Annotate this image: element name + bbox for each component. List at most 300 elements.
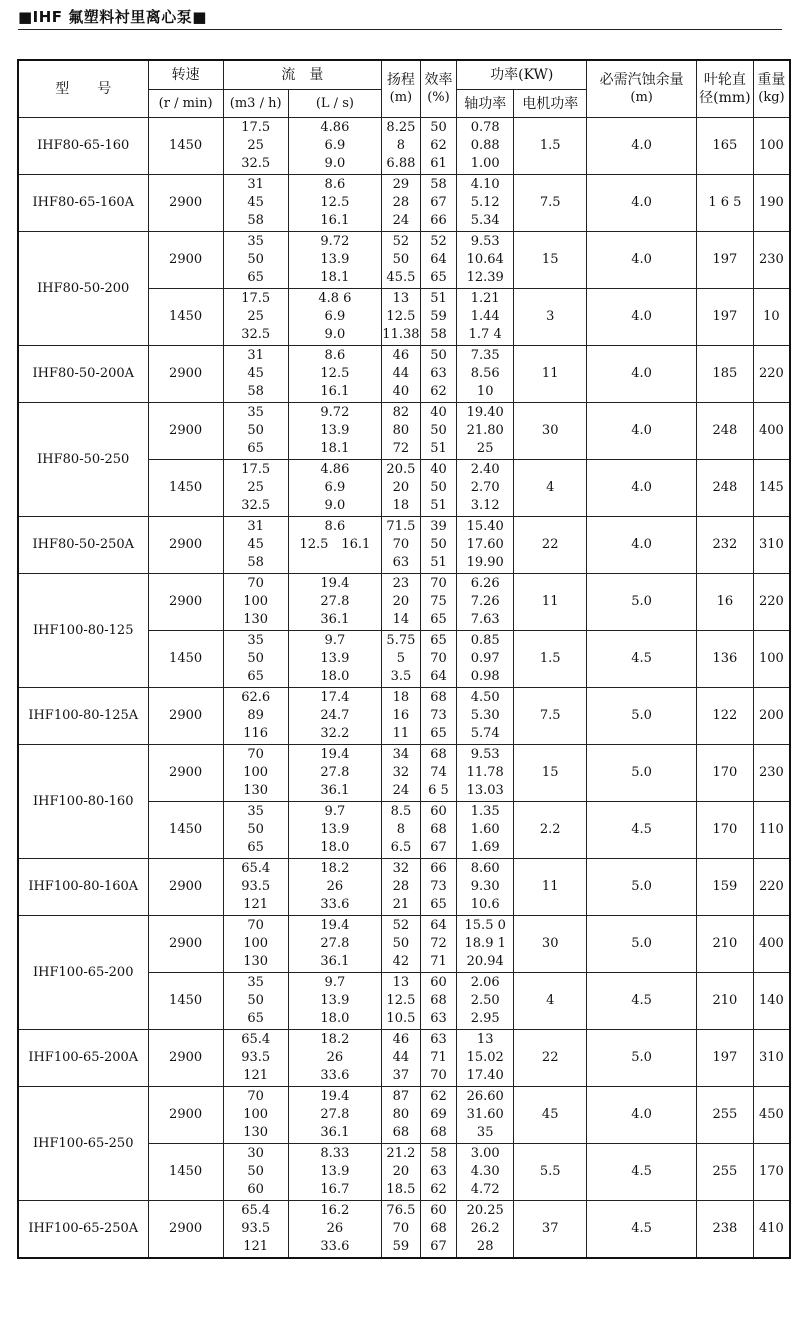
flow-m3-cell-line: 17.5 <box>241 120 271 135</box>
efficiency-cell-line: 66 <box>430 861 447 876</box>
flow-m3-cell <box>223 745 288 802</box>
efficiency-cell-line: 59 <box>430 309 447 324</box>
flow-ls-cell-line: 8.6 <box>324 519 346 534</box>
weight-cell: 145 <box>753 460 790 517</box>
weight-cell: 140 <box>753 973 790 1030</box>
shaft-power-cell-line: 9.53 <box>470 234 500 249</box>
shaft-power-cell <box>457 460 514 517</box>
flow-m3-cell-line: 35 <box>247 633 264 648</box>
head-cell-line: 37 <box>392 1068 410 1083</box>
flow-m3-cell-line: 25 <box>247 480 264 495</box>
weight-cell: 400 <box>753 916 790 973</box>
flow-m3-cell-line: 62.6 <box>241 690 271 705</box>
flow-m3-cell <box>223 802 288 859</box>
shaft-power-cell <box>457 1201 514 1259</box>
efficiency-cell-line: 62 <box>430 1182 447 1197</box>
motor-power-cell: 30 <box>514 916 587 973</box>
speed-cell: 2900 <box>148 346 223 403</box>
head-cell-line: 46 <box>392 348 410 363</box>
header-power: 功率(KW) <box>457 60 587 90</box>
efficiency-cell-line: 65 <box>430 612 447 627</box>
efficiency-cell <box>420 517 457 574</box>
head-cell-line: 80 <box>392 423 410 438</box>
head-cell-line: 3.5 <box>390 669 412 684</box>
flow-m3-cell-line: 100 <box>243 594 269 609</box>
head-cell-line: 10.5 <box>386 1011 416 1026</box>
flow-ls-cell-line: 9.72 <box>320 234 350 249</box>
head-cell-line: 87 <box>392 1089 410 1104</box>
shaft-power-cell-line: 15.02 <box>466 1050 504 1065</box>
flow-m3-cell-line: 65 <box>247 441 264 456</box>
speed-cell: 2900 <box>148 517 223 574</box>
head-cell-line: 20 <box>392 1164 410 1179</box>
motor-power-cell: 15 <box>514 232 587 289</box>
flow-m3-cell-line: 70 <box>247 576 264 591</box>
table-row <box>18 403 790 460</box>
weight-cell: 400 <box>753 403 790 460</box>
head-cell <box>382 631 421 688</box>
flow-m3-cell-line: 32.5 <box>241 327 271 342</box>
efficiency-cell <box>420 574 457 631</box>
flow-ls-cell-line: 36.1 <box>320 783 350 798</box>
flow-m3-cell-line: 100 <box>243 936 269 951</box>
flow-m3-cell-line: 116 <box>243 726 269 741</box>
efficiency-cell-line: 67 <box>430 840 447 855</box>
shaft-power-cell <box>457 631 514 688</box>
efficiency-cell-line: 64 <box>430 252 447 267</box>
model-name: IHF80-50-200 <box>18 232 148 346</box>
head-cell <box>382 289 421 346</box>
efficiency-cell-line: 75 <box>430 594 447 609</box>
shaft-power-cell-line: 12.39 <box>466 270 504 285</box>
efficiency-cell <box>420 289 457 346</box>
efficiency-cell-line: 68 <box>430 822 447 837</box>
table-row <box>18 1030 790 1087</box>
flow-m3-cell-line: 65 <box>247 840 264 855</box>
speed-cell: 2900 <box>148 1201 223 1259</box>
header-flow-ls: (L / s) <box>288 90 381 118</box>
flow-m3-cell <box>223 403 288 460</box>
efficiency-cell <box>420 460 457 517</box>
flow-ls-cell-line: 8.6 <box>324 177 346 192</box>
flow-ls-cell-line: 9.7 <box>324 975 346 990</box>
head-cell-line: 52 <box>392 918 410 933</box>
npsh-cell: 5.0 <box>587 688 697 745</box>
flow-ls-cell-line: 18.2 <box>320 1032 350 1047</box>
table-row <box>18 859 790 916</box>
head-cell <box>382 973 421 1030</box>
head-cell <box>382 517 421 574</box>
header-speed-unit: (r / min) <box>148 90 223 118</box>
speed-cell: 2900 <box>148 1030 223 1087</box>
flow-ls-cell <box>288 1030 381 1087</box>
shaft-power-cell <box>457 517 514 574</box>
weight-cell: 100 <box>753 118 790 175</box>
head-cell-line: 32 <box>392 861 410 876</box>
head-cell-line: 5 <box>396 651 406 666</box>
efficiency-cell-line: 51 <box>430 498 447 513</box>
efficiency-cell <box>420 745 457 802</box>
shaft-power-cell-line: 10 <box>476 384 494 399</box>
shaft-power-cell-line: 2.06 <box>470 975 500 990</box>
header-shaft-power: 轴功率 <box>457 90 514 118</box>
flow-m3-cell-line: 121 <box>243 897 269 912</box>
impeller-cell: 16 <box>696 574 753 631</box>
flow-ls-cell <box>288 859 381 916</box>
page-title: ■IHF 氟塑料衬里离心泵■ <box>18 8 207 26</box>
table-row <box>18 1087 790 1144</box>
npsh-cell: 4.0 <box>587 460 697 517</box>
flow-ls-cell <box>288 346 381 403</box>
shaft-power-cell-line: 26.2 <box>470 1221 500 1236</box>
flow-ls-cell-line: 18.0 <box>320 669 350 684</box>
efficiency-cell-line: 63 <box>430 366 447 381</box>
model-name: IHF80-50-200A <box>18 346 148 403</box>
shaft-power-cell <box>457 403 514 460</box>
flow-m3-cell <box>223 859 288 916</box>
shaft-power-cell-line: 11.78 <box>466 765 504 780</box>
npsh-cell: 4.0 <box>587 118 697 175</box>
flow-ls-cell-line: 4.86 <box>320 462 350 477</box>
flow-ls-cell-line: 9.0 <box>324 156 346 171</box>
head-cell <box>382 175 421 232</box>
flow-ls-cell-line: 8.6 <box>324 348 346 363</box>
flow-m3-cell-line: 35 <box>247 975 264 990</box>
table-row <box>18 745 790 802</box>
weight-cell: 100 <box>753 631 790 688</box>
head-cell-line: 6.5 <box>390 840 412 855</box>
flow-ls-cell-line: 12.5 <box>320 366 350 381</box>
efficiency-cell-line: 62 <box>430 384 447 399</box>
motor-power-cell: 3 <box>514 289 587 346</box>
weight-cell: 220 <box>753 346 790 403</box>
flow-m3-cell-line: 65.4 <box>241 1032 271 1047</box>
table-row <box>18 916 790 973</box>
efficiency-cell <box>420 916 457 973</box>
flow-ls-cell-line: 9.0 <box>324 498 346 513</box>
header-impeller: 叶轮直 径(mm) <box>696 60 753 118</box>
head-cell-line: 59 <box>392 1239 410 1254</box>
header-speed: 转速 <box>148 60 223 90</box>
flow-m3-cell-line: 50 <box>247 993 264 1008</box>
efficiency-cell-line: 50 <box>430 480 447 495</box>
efficiency-cell-line: 60 <box>430 804 447 819</box>
flow-ls-cell-line <box>289 554 381 572</box>
efficiency-cell-line: 50 <box>430 423 447 438</box>
head-cell <box>382 745 421 802</box>
shaft-power-cell <box>457 859 514 916</box>
shaft-power-cell <box>457 1144 514 1201</box>
flow-ls-cell-line: 13.9 <box>320 651 350 666</box>
head-cell <box>382 859 421 916</box>
flow-ls-cell-line: 6.9 <box>324 138 346 153</box>
flow-ls-cell-line: 18.0 <box>320 840 350 855</box>
shaft-power-cell-line: 19.90 <box>466 555 504 570</box>
speed-cell: 1450 <box>148 1144 223 1201</box>
npsh-cell: 5.0 <box>587 745 697 802</box>
header-head: 扬程 (m) <box>382 60 421 118</box>
shaft-power-cell <box>457 175 514 232</box>
efficiency-cell-line: 68 <box>430 1125 447 1140</box>
head-cell-line: 52 <box>392 234 410 249</box>
head-cell-line: 13 <box>392 975 410 990</box>
table-body <box>18 118 790 1259</box>
head-cell-line: 46 <box>392 1032 410 1047</box>
flow-m3-cell-line: 35 <box>247 405 264 420</box>
header-efficiency: 效率 (%) <box>420 60 457 118</box>
head-cell <box>382 232 421 289</box>
head-cell-line: 14 <box>392 612 410 627</box>
flow-ls-cell-line: 36.1 <box>320 612 350 627</box>
efficiency-cell-line: 58 <box>430 327 447 342</box>
head-cell-line: 82 <box>392 405 410 420</box>
weight-cell: 310 <box>753 517 790 574</box>
head-cell <box>382 1201 421 1259</box>
shaft-power-cell-line: 17.40 <box>466 1068 504 1083</box>
impeller-cell: 170 <box>696 802 753 859</box>
shaft-power-cell-line: 1.44 <box>470 309 500 324</box>
flow-m3-cell-line: 50 <box>247 423 264 438</box>
flow-m3-cell <box>223 574 288 631</box>
efficiency-cell-line: 71 <box>430 954 447 969</box>
shaft-power-cell-line: 4.30 <box>470 1164 500 1179</box>
flow-m3-cell <box>223 460 288 517</box>
speed-cell: 2900 <box>148 574 223 631</box>
efficiency-cell-line: 73 <box>430 879 447 894</box>
flow-m3-cell-line: 65.4 <box>241 1203 271 1218</box>
shaft-power-cell <box>457 688 514 745</box>
flow-m3-cell-line: 17.5 <box>241 462 271 477</box>
shaft-power-cell-line: 7.35 <box>470 348 500 363</box>
head-cell-line: 18.5 <box>386 1182 416 1197</box>
flow-ls-cell-line: 19.4 <box>320 1089 350 1104</box>
flow-ls-cell-line: 9.7 <box>324 633 346 648</box>
table-row <box>18 688 790 745</box>
head-cell-line: 23 <box>392 576 410 591</box>
head-cell-line: 76.5 <box>386 1203 416 1218</box>
npsh-cell: 4.0 <box>587 346 697 403</box>
shaft-power-cell-line: 2.70 <box>470 480 500 495</box>
shaft-power-cell-line: 3.00 <box>470 1146 500 1161</box>
npsh-cell: 4.0 <box>587 289 697 346</box>
shaft-power-cell-line: 6.26 <box>470 576 500 591</box>
head-cell-line: 44 <box>392 366 410 381</box>
model-name: IHF80-65-160 <box>18 118 148 175</box>
efficiency-cell-line: 66 <box>430 213 447 228</box>
efficiency-cell <box>420 175 457 232</box>
flow-m3-cell-line: 32.5 <box>241 498 271 513</box>
flow-ls-cell <box>288 517 381 574</box>
head-cell-line: 50 <box>392 252 410 267</box>
shaft-power-cell-line: 8.56 <box>470 366 500 381</box>
model-name: IHF80-50-250A <box>18 517 148 574</box>
flow-ls-cell-line: 16.2 <box>320 1203 350 1218</box>
npsh-cell: 4.0 <box>587 232 697 289</box>
shaft-power-cell-line: 10.6 <box>470 897 500 912</box>
efficiency-cell-line: 68 <box>430 993 447 1008</box>
head-cell <box>382 916 421 973</box>
table-header <box>18 60 790 118</box>
flow-m3-cell-line: 50 <box>247 1164 264 1179</box>
head-cell-line: 5.75 <box>386 633 416 648</box>
flow-m3-cell-line: 35 <box>247 804 264 819</box>
flow-ls-cell <box>288 802 381 859</box>
model-name: IHF100-65-200A <box>18 1030 148 1087</box>
table-row <box>18 175 790 232</box>
model-name: IHF100-80-160A <box>18 859 148 916</box>
motor-power-cell: 7.5 <box>514 175 587 232</box>
shaft-power-cell-line: 1.00 <box>470 156 500 171</box>
efficiency-cell <box>420 403 457 460</box>
flow-ls-cell-line: 13.9 <box>320 423 350 438</box>
flow-ls-cell <box>288 175 381 232</box>
flow-ls-cell-line: 16.1 <box>320 213 350 228</box>
flow-ls-cell <box>288 1201 381 1259</box>
head-cell-line: 72 <box>392 441 410 456</box>
efficiency-cell <box>420 1144 457 1201</box>
flow-m3-cell-line: 32.5 <box>241 156 271 171</box>
head-cell-line: 21.2 <box>386 1146 416 1161</box>
shaft-power-cell-line: 2.40 <box>470 462 500 477</box>
motor-power-cell: 22 <box>514 1030 587 1087</box>
flow-m3-cell <box>223 118 288 175</box>
flow-m3-cell <box>223 688 288 745</box>
motor-power-cell: 1.5 <box>514 631 587 688</box>
head-cell-line: 24 <box>392 783 410 798</box>
shaft-power-cell <box>457 745 514 802</box>
flow-ls-cell-line: 27.8 <box>320 1107 350 1122</box>
flow-ls-cell-line: 18.1 <box>320 270 350 285</box>
shaft-power-cell <box>457 1087 514 1144</box>
shaft-power-cell-line: 0.98 <box>470 669 500 684</box>
head-cell <box>382 1087 421 1144</box>
flow-ls-cell-line: 16.1 <box>320 384 350 399</box>
shaft-power-cell <box>457 118 514 175</box>
shaft-power-cell-line: 20.25 <box>466 1203 504 1218</box>
efficiency-cell-line: 73 <box>430 708 447 723</box>
shaft-power-cell-line: 35 <box>476 1125 494 1140</box>
flow-ls-cell-line: 19.4 <box>320 576 350 591</box>
model-name: IHF100-65-200 <box>18 916 148 1030</box>
table-row <box>18 574 790 631</box>
head-cell-line: 18 <box>392 498 410 513</box>
flow-m3-cell-line: 35 <box>247 234 264 249</box>
shaft-power-cell-line: 1.21 <box>470 291 500 306</box>
weight-cell: 230 <box>753 232 790 289</box>
efficiency-cell <box>420 631 457 688</box>
efficiency-cell <box>420 232 457 289</box>
efficiency-cell-line: 70 <box>430 576 447 591</box>
speed-cell: 2900 <box>148 1087 223 1144</box>
shaft-power-cell-line: 4.10 <box>470 177 500 192</box>
model-name: IHF80-65-160A <box>18 175 148 232</box>
efficiency-cell <box>420 118 457 175</box>
flow-m3-cell <box>223 1030 288 1087</box>
weight-cell: 220 <box>753 574 790 631</box>
efficiency-cell <box>420 688 457 745</box>
weight-cell: 220 <box>753 859 790 916</box>
flow-m3-cell <box>223 175 288 232</box>
flow-ls-cell-line: 13.9 <box>320 1164 350 1179</box>
model-name: IHF100-80-125A <box>18 688 148 745</box>
flow-ls-cell-line: 13.9 <box>320 252 350 267</box>
head-cell-line: 8.5 <box>390 804 412 819</box>
flow-ls-cell <box>288 289 381 346</box>
shaft-power-cell-line: 0.97 <box>470 651 500 666</box>
motor-power-cell: 15 <box>514 745 587 802</box>
flow-m3-cell <box>223 631 288 688</box>
flow-m3-cell-line: 65 <box>247 1011 264 1026</box>
weight-cell: 450 <box>753 1087 790 1144</box>
efficiency-cell <box>420 802 457 859</box>
shaft-power-cell-line: 0.78 <box>470 120 500 135</box>
motor-power-cell: 1.5 <box>514 118 587 175</box>
efficiency-cell-line: 52 <box>430 234 447 249</box>
flow-m3-cell <box>223 1087 288 1144</box>
shaft-power-cell-line: 1.60 <box>470 822 500 837</box>
efficiency-cell <box>420 859 457 916</box>
motor-power-cell: 37 <box>514 1201 587 1259</box>
efficiency-cell-line: 68 <box>430 1221 447 1236</box>
efficiency-cell-line: 50 <box>430 348 447 363</box>
speed-cell: 2900 <box>148 859 223 916</box>
head-cell-line: 63 <box>392 555 410 570</box>
flow-ls-cell <box>288 745 381 802</box>
header-npsh: 必需汽蚀余量 (m) <box>587 60 697 118</box>
head-cell-line: 50 <box>392 936 410 951</box>
motor-power-cell: 45 <box>514 1087 587 1144</box>
flow-m3-cell <box>223 517 288 574</box>
flow-ls-cell-line: 33.6 <box>320 897 350 912</box>
efficiency-cell-line: 40 <box>430 405 447 420</box>
shaft-power-cell <box>457 289 514 346</box>
weight-cell: 170 <box>753 1144 790 1201</box>
flow-ls-cell-line: 27.8 <box>320 936 350 951</box>
flow-m3-cell <box>223 916 288 973</box>
head-cell-line: 29 <box>392 177 410 192</box>
head-cell-line: 12.5 <box>386 309 416 324</box>
flow-ls-cell-line: 9.72 <box>320 405 350 420</box>
flow-ls-cell-line: 19.4 <box>320 918 350 933</box>
efficiency-cell-line: 69 <box>430 1107 447 1122</box>
flow-ls-cell-line: 32.2 <box>320 726 350 741</box>
head-cell-line: 11 <box>392 726 410 741</box>
shaft-power-cell-line: 8.60 <box>470 861 500 876</box>
head-cell <box>382 688 421 745</box>
header-flow: 流 量 <box>223 60 381 90</box>
flow-m3-cell-line: 93.5 <box>241 1221 271 1236</box>
speed-cell: 2900 <box>148 916 223 973</box>
flow-ls-cell-line: 27.8 <box>320 594 350 609</box>
speed-cell: 1450 <box>148 631 223 688</box>
head-cell-line: 13 <box>392 291 410 306</box>
weight-cell: 310 <box>753 1030 790 1087</box>
motor-power-cell: 22 <box>514 517 587 574</box>
impeller-cell: 136 <box>696 631 753 688</box>
flow-ls-cell <box>288 1087 381 1144</box>
flow-m3-cell <box>223 232 288 289</box>
shaft-power-cell <box>457 346 514 403</box>
efficiency-cell-line: 40 <box>430 462 447 477</box>
model-name: IHF100-65-250A <box>18 1201 148 1259</box>
flow-ls-cell <box>288 403 381 460</box>
efficiency-cell-line: 63 <box>430 1164 447 1179</box>
flow-ls-cell <box>288 574 381 631</box>
header-model: 型 号 <box>18 60 148 118</box>
shaft-power-cell-line: 4.50 <box>470 690 500 705</box>
flow-m3-cell <box>223 973 288 1030</box>
motor-power-cell: 11 <box>514 346 587 403</box>
